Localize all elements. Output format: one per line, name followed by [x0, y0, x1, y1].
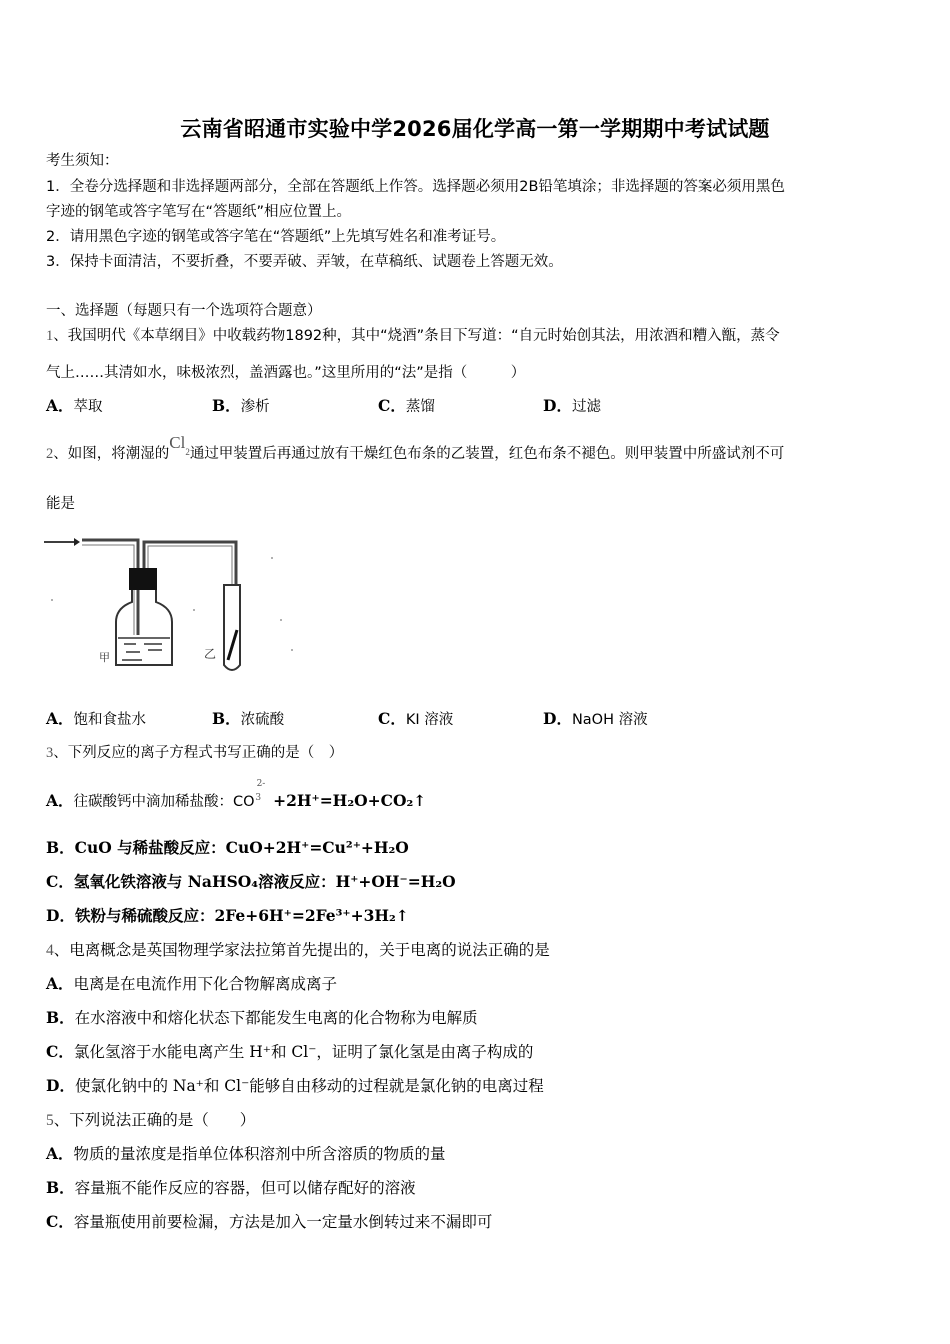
question-3-option-a: A．往碳酸钙中滴加稀盐酸：$CO^{2-3}$ +2H⁺=H₂O+CO₂↑	[46, 779, 427, 810]
question-2-option-b: B．浓硫酸	[212, 709, 285, 728]
question-4-option-c: C．氯化氢溶于水能电离产生 H⁺和 Cl⁻，证明了氯化氢是由离子构成的	[46, 1042, 534, 1061]
question-2-stem: 2、如图，将潮湿的$Cl_2$通过甲装置后再通过放有干燥红色布条的乙装置，红色布条不褪色。则甲装置中所盛试剂不可	[46, 433, 785, 462]
question-3-option-b: B．CuO 与稀盐酸反应：CuO+2H⁺=Cu²⁺+H₂O	[46, 838, 409, 857]
question-1-option-c: C．蒸馏	[378, 396, 435, 415]
section-heading: 一、选择题（每题只有一个选项符合题意）	[46, 303, 322, 319]
question-1-stem	[46, 326, 780, 346]
question-4-stem: 4、电离概念是英国物理学家法拉第首先提出的，关于电离的说法正确的是	[46, 941, 550, 959]
question-3-option-d: D．铁粉与稀硫酸反应：2Fe+6H⁺=2Fe³⁺+3H₂↑	[46, 906, 409, 925]
question-3-stem: 3、下列反应的离子方程式书写正确的是（ ）	[46, 745, 344, 761]
notice-heading: 考生须知：	[46, 153, 119, 169]
chlorine-formula: $Cl_2$	[169, 433, 190, 458]
page-title: 云南省昭通市实验中学2026届化学高一第一学期期中考试试题	[180, 117, 770, 141]
question-1-text: 、我国明代《本草纲目》中收载药物1892种，其中“烧酒”条目下写道：“自元时始创其法，用浓酒和糟入甑，蒸令	[53, 328, 780, 344]
svg-text:甲: 甲	[99, 651, 110, 664]
question-5-option-b: B．容量瓶不能作反应的容器，但可以储存配好的溶液	[46, 1178, 416, 1197]
question-number: 1	[46, 328, 54, 344]
question-5-option-c: C．容量瓶使用前要检漏，方法是加入一定量水倒转过来不漏即可	[46, 1212, 493, 1231]
question-number: 5	[46, 1112, 54, 1129]
apparatus-diagram	[44, 530, 299, 675]
question-5-stem: 5、下列说法正确的是（ ）	[46, 1111, 256, 1129]
question-2-option-a: A．饱和食盐水	[46, 709, 147, 728]
question-2-option-d: D．NaOH 溶液	[543, 709, 648, 728]
question-4-option-a: A．电离是在电流作用下化合物解离成离子	[46, 974, 338, 993]
question-1-option-d: D．过滤	[543, 396, 601, 415]
question-number: 3	[46, 745, 54, 761]
question-1-option-b: B．渗析	[212, 396, 270, 415]
notice-item-3: 3．保持卡面清洁，不要折叠，不要弄破、弄皱，在草稿纸、试题卷上答题无效。	[46, 254, 563, 270]
question-number: 2	[46, 446, 54, 462]
gas-washing-apparatus-icon	[44, 530, 299, 675]
question-2-stem-cont: 能是	[46, 496, 75, 512]
notice-item-1: 1．全卷分选择题和非选择题两部分，全部在答题纸上作答。选择题必须用2B铅笔填涂；非选择题的答案必须用黑色	[46, 179, 785, 195]
notice-item-1-cont: 字迹的钢笔或答字笔写在“答题纸”相应位置上。	[46, 204, 352, 220]
notice-item-2: 2．请用黑色字迹的钢笔或答字笔在“答题纸”上先填写姓名和准考证号。	[46, 229, 506, 245]
question-2-option-c: C．KI 溶液	[378, 709, 454, 728]
question-number: 4	[46, 942, 54, 959]
question-4-option-d: D．使氯化钠中的 Na⁺和 Cl⁻能够自由移动的过程就是氯化钠的电离过程	[46, 1076, 544, 1095]
question-3-option-c: C．氢氧化铁溶液与 NaHSO₄溶液反应：H⁺+OH⁻=H₂O	[46, 872, 456, 891]
question-1-option-a: A．萃取	[46, 396, 103, 415]
svg-text:乙: 乙	[204, 647, 217, 661]
question-1-stem-cont: 气上……其清如水，味极浓烈，盖酒露也。”这里所用的“法”是指（ ）	[46, 365, 526, 381]
question-5-option-a: A．物质的量浓度是指单位体积溶剂中所含溶质的物质的量	[46, 1144, 446, 1163]
question-4-option-b: B．在水溶液中和熔化状态下都能发生电离的化合物称为电解质	[46, 1008, 478, 1027]
